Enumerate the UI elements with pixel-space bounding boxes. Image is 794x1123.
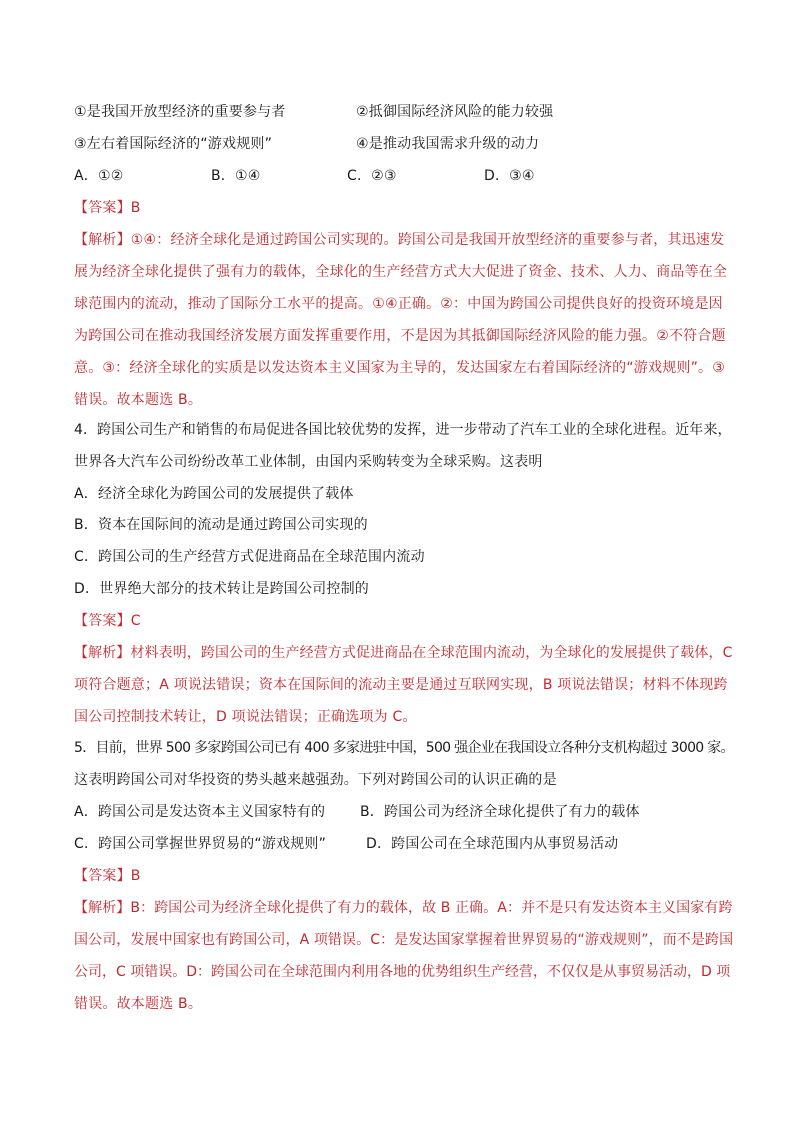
q5-analysis-line-2: 国公司，发展中国家也有跨国公司，A 项错误。C：是发达国家掌握着世界贸易的“游戏规则”，而不是跨国 xyxy=(74,932,734,948)
q3-analysis-line-5: 意。③：经济全球化的实质是以发达资本主义国家为主导的，发达国家左右着国际经济的“游戏规则”。③ xyxy=(74,360,726,376)
q3-analysis-line-2: 展为经济全球化提供了强有力的载体，全球化的生产经营方式大大促进了资金、技术、人力、商品等在全 xyxy=(74,264,728,280)
q4-analysis-line-2: 项符合题意；A 项说法错误；资本在国际间的流动主要是通过互联网实现，B 项说法错误；材料不体现跨 xyxy=(74,677,728,693)
q3-analysis-line-6: 错误。故本题选 B。 xyxy=(74,392,203,408)
q4-answer: 【答案】C xyxy=(74,613,141,629)
q5-option-b: B．跨国公司为经济全球化提供了有力的载体 xyxy=(360,804,640,820)
q3-item-2: ②抵御国际经济风险的能力较强 xyxy=(356,104,554,120)
q3-item-4: ④是推动我国需求升级的动力 xyxy=(356,136,540,152)
q4-option-d: D．世界绝大部分的技术转让是跨国公司控制的 xyxy=(74,581,369,597)
q5-stem-line-1: 5．目前，世界 500 多家跨国公司已有 400 多家进驻中国，500 强企业在我国设立各种分支机构超过 3000 家。 xyxy=(74,740,734,756)
q3-option-a: A．①② xyxy=(74,168,124,184)
q4-stem-line-2: 世界各大汽车公司纷纷改革工业体制，由国内采购转变为全球采购。这表明 xyxy=(74,454,543,470)
q5-option-a: A．跨国公司是发达资本主义国家特有的 xyxy=(74,804,326,820)
q4-stem-line-1: 4．跨国公司生产和销售的布局促进各国比较优势的发挥，进一步带动了汽车工业的全球化进程。近年来， xyxy=(74,422,732,438)
q4-option-a: A．经济全球化为跨国公司的发展提供了载体 xyxy=(74,486,354,502)
q5-stem-line-2: 这表明跨国公司对华投资的势头越来越强劲。下列对跨国公司的认识正确的是 xyxy=(74,772,557,788)
q5-analysis-line-4: 错误。故本题选 B。 xyxy=(74,996,203,1012)
q3-analysis-line-1: 【解析】①④：经济全球化是通过跨国公司实现的。跨国公司是我国开放型经济的重要参与者，其迅速发 xyxy=(74,232,725,248)
q4-analysis-line-3: 国公司控制技术转让，D 项说法错误；正确选项为 C。 xyxy=(74,709,417,725)
q3-item-1: ①是我国开放型经济的重要参与者 xyxy=(74,104,286,120)
q3-option-c: C．②③ xyxy=(347,168,397,184)
q3-analysis-line-4: 为跨国公司在推动我国经济发展方面发挥重要作用，不是因为其抵御国际经济风险的能力强。②不符合题 xyxy=(74,328,726,344)
q4-analysis-line-1: 【解析】材料表明，跨国公司的生产经营方式促进商品在全球范围内流动，为全球化的发展提供了载体，C xyxy=(74,645,733,661)
q4-option-c: C．跨国公司的生产经营方式促进商品在全球范围内流动 xyxy=(74,549,425,565)
q5-analysis-line-3: 公司，C 项错误。D：跨国公司在全球范围内利用各地的优势组织生产经营，不仅仅是从事贸易活动，D 项 xyxy=(74,964,731,980)
q3-item-3: ③左右着国际经济的“游戏规则” xyxy=(74,136,273,152)
q5-option-c: C．跨国公司掌握世界贸易的“游戏规则” xyxy=(74,836,327,852)
q3-answer: 【答案】B xyxy=(74,200,141,216)
q3-option-d: D．③④ xyxy=(484,168,535,184)
q5-answer: 【答案】B xyxy=(74,868,141,884)
q3-option-b: B．①④ xyxy=(211,168,261,184)
q4-option-b: B．资本在国际间的流动是通过跨国公司实现的 xyxy=(74,517,368,533)
q5-option-d: D．跨国公司在全球范围内从事贸易活动 xyxy=(366,836,619,852)
q5-analysis-line-1: 【解析】B：跨国公司为经济全球化提供了有力的载体，故 B 正确。A：并不是只有发达资本主义国家有跨 xyxy=(74,900,733,916)
q3-analysis-line-3: 球范围内的流动，推动了国际分工水平的提高。①④正确。②：中国为跨国公司提供良好的投资环境是因 xyxy=(74,296,723,312)
